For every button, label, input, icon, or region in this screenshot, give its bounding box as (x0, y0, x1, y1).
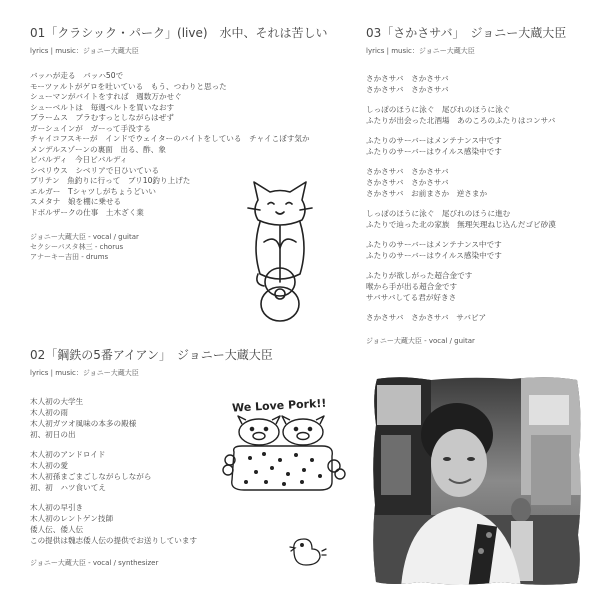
lyric-line: さかさサバ さかさサバ (366, 178, 449, 187)
we-love-pork-illustration (222, 396, 348, 500)
song2-title: 02「鋼鉄の5番アイアン」 ジョニー大蔵大臣 (30, 348, 273, 362)
song3-lyrics (366, 73, 591, 323)
lyric-line: 倭人伝、倭人伝 (30, 525, 84, 534)
lyric-line: 木人初の雨 (30, 408, 68, 417)
lyric-line: 木人初の早引き (30, 503, 84, 512)
lyric-line: シベリウス シベリアで日ひいている (30, 165, 160, 175)
lyric-line: ガーシュインが ガーって手没する (30, 123, 151, 133)
lyric-line: さかさサバ さかさサバ (366, 85, 449, 94)
lyric-line: しっぽのほうに泳ぐ 尾びれのほうに進む (366, 209, 511, 218)
lyric-line: モーツァルトがゲロを吐いている もう、つわりと思った (30, 81, 227, 91)
illustration-caption: We Love Pork!! (231, 396, 327, 415)
lyric-stanza (366, 239, 591, 261)
member-line: セクシーパスタ林三 - chorus (30, 243, 124, 251)
lyric-line: ドボルザークの仕事 土木ざく業 (30, 207, 144, 217)
member-line: ジョニー大蔵大臣 - vocal / synthesizer (30, 559, 159, 567)
lyric-line: ふたりが出会った北酒場 あのころのふたりはコンサバ (366, 116, 556, 125)
lyric-line: ふたりのサーバーはウイルス感染中です (366, 251, 502, 260)
lyric-stanza (366, 104, 591, 126)
lyric-stanza (366, 73, 591, 95)
lyric-line: この提供は魏志倭人伝の提供でお送りしています (30, 536, 198, 545)
lyric-line: ブラームス ブラむすっとしながらはぜず (30, 113, 174, 122)
lyric-line: さかさサバ さかさサバ (366, 167, 449, 176)
lyric-line: 木人初のアンドロイド (30, 450, 106, 459)
song3-section (366, 24, 591, 346)
song1-credit: lyrics | music：ジョニー大蔵大臣 (30, 47, 139, 55)
bird-illustration (288, 535, 328, 567)
lyric-stanza (366, 208, 591, 230)
lyric-line: バッハが走る バッハ50で (30, 71, 124, 80)
lyric-line: ふたりのサーバーはウイルス感染中です (366, 147, 502, 156)
member-line: ジョニー大蔵大臣 - vocal / guitar (30, 233, 139, 241)
lyric-line: ふたりで辿った北の家族 無理矢理ねじ込んだゴビ砂漠 (366, 220, 556, 229)
song2-credit: lyrics | music：ジョニー大蔵大臣 (30, 369, 139, 377)
member-line: アナーキー吉田 - drums (30, 253, 109, 261)
lyric-line: 木人初のレントゲン技師 (30, 514, 114, 523)
lyric-line: ビバルディ 今日ビバルディ (30, 155, 128, 164)
song3-credit: lyrics | music：ジョニー大蔵大臣 (366, 47, 475, 55)
lyric-line: ふたりが欲しがった超合金です (366, 271, 473, 280)
lyric-line: ふたりのサーバーはメンテナンス中です (366, 136, 502, 145)
lyric-line: メンデルスゾーンの裏面 出る、酢、象 (30, 144, 166, 154)
lyric-line: さかさサバ お前まさか 逆さまか (366, 189, 488, 198)
lyric-line: ふたりのサーバーはメンテナンス中です (366, 240, 502, 249)
lyric-line: しっぽのほうに泳ぐ 尾びれのほうに泳ぐ (366, 105, 511, 114)
song1-title: 01「クラシック・パーク」(live) 水中、それは苦しい (30, 26, 328, 40)
lyric-line: シューマンがバイトをすれば 週数万かせぐ (30, 92, 182, 101)
lyric-line: 喉から手が出る超合金です (366, 282, 458, 291)
lyric-line: シューベルトは 毎週ベルトを買いなおす (30, 102, 175, 112)
band-photo (371, 375, 583, 587)
lyric-line: エルガー Tシャツしがちょうどいい (30, 186, 156, 196)
lyric-line: 木人初ガツオ風味の本多の殿様 (30, 419, 137, 428)
lyric-line: サバサバしてる君が好きさ (366, 293, 457, 302)
lyric-line: 木人初孫まごまごしながらしながら (30, 472, 152, 481)
lyric-line: 初、初日の出 (30, 430, 76, 439)
lyric-stanza (366, 166, 591, 199)
lyric-line: 初、初 ハツ食いてえ (30, 483, 106, 492)
lyric-line: ブリテン 魚釣りに行って ブリ10釣り上げた (30, 176, 191, 185)
lyric-line: さかさサバ さかさサバ サバビア (366, 313, 487, 322)
lyric-line: 木人初の大学生 (30, 397, 84, 406)
lyric-line: スメタナ 娘を棚に乗せる (30, 197, 122, 206)
lyric-line: さかさサバ さかさサバ (366, 74, 449, 83)
member-line: ジョニー大蔵大臣 - vocal / guitar (366, 337, 475, 345)
cat-guitar-illustration (240, 178, 320, 326)
song3-members (366, 336, 591, 346)
lyric-stanza (366, 312, 591, 323)
lyric-line: チャイコフスキーが インドでウェイターのバイトをしている チャイこぼす気か (30, 134, 310, 143)
song3-title: 03「さかさサバ」 ジョニー大蔵大臣 (366, 26, 567, 40)
lyric-stanza (366, 270, 591, 303)
lyric-stanza (366, 135, 591, 157)
lyric-line: 木人初の愛 (30, 461, 68, 470)
